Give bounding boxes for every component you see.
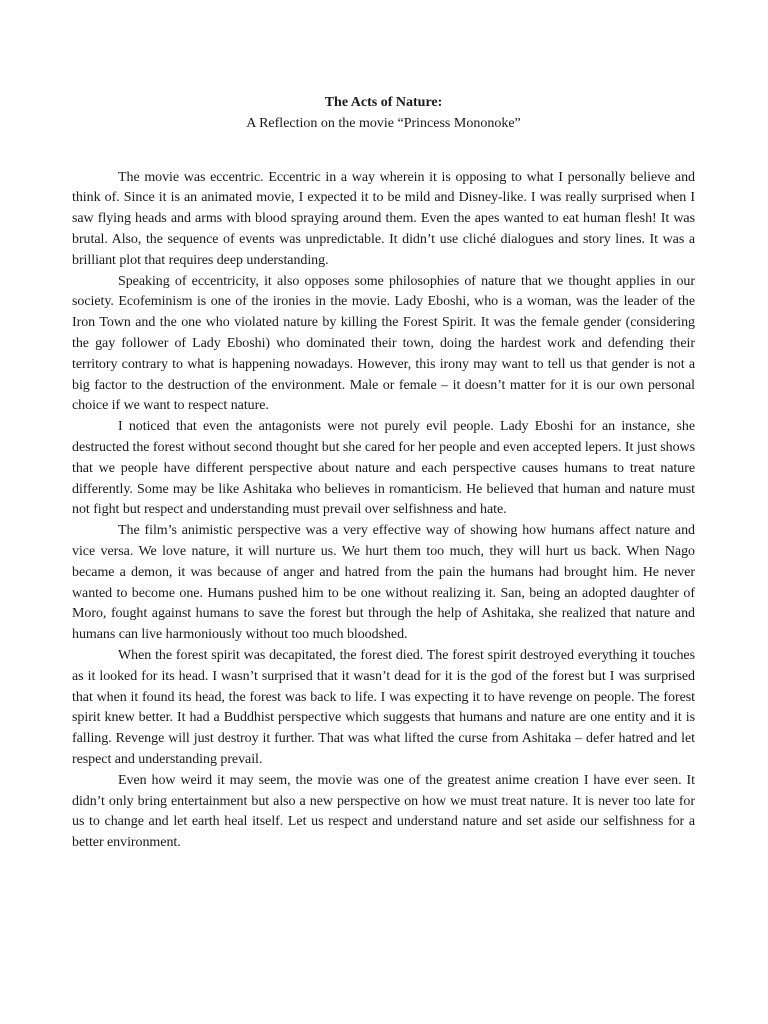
document-subtitle: A Reflection on the movie “Princess Mononoke” [246, 115, 521, 131]
paragraph-1: The movie was eccentric. Eccentric in a way wherein it is opposing to what I personally believe and think of. Since it is an animated movie, I expected it to be mild and Disney-like. I was really surprised when I saw flying heads and arms with blood spraying around them. Even the apes wanted to eat human flesh! It was brutal. Also, the sequence of events was unpredictable. It didn’t use cliché dialogues and story lines. It was a brilliant plot that requires deep understanding. [72, 169, 695, 268]
paragraph-5: When the forest spirit was decapitated, the forest died. The forest spirit destroyed everything it touches as it looked for its head. I wasn’t surprised that it wasn’t dead for it is the god of the forest but I was surprised that when it found its head, the forest was back to life. I was expecting it to have revenge on people. The forest spirit knew better. It had a Buddhist perspective which suggests that humans and nature are one entity and it is falling. Revenge will just destroy it further. That was what lifted the curse from Ashitaka – defer hatred and let respect and understanding prevail. [72, 647, 695, 767]
paragraph-2: Speaking of eccentricity, it also opposes some philosophies of nature that we thought applies in our society. Ecofeminism is one of the ironies in the movie. Lady Eboshi, who is a woman, was the leader of the Iron Town and the one who violated nature by killing the Forest Spirit. It was the female gender (considering the gay follower of Lady Eboshi) who dominated their town, doing the hardest work and defending their territory contrary to what is happening nowadays. However, this irony may want to tell us that gender is not a big factor to the destruction of the environment. Male or female – it doesn’t matter for it is our own personal choice if we want to respect nature. [72, 273, 695, 414]
document-title: The Acts of Nature: [324, 95, 443, 110]
paragraph-4: The film’s animistic perspective was a very effective way of showing how humans affect nature and vice versa. We love nature, it will nurture us. We hurt them too much, they will hurt us back. When Nago became a demon, it was because of anger and hatred from the pain the humans had brought him. He never wanted to become one. Humans pushed him to be one without realizing it. San, being an adopted daughter of Moro, fought against humans to save the forest but through the help of Ashitaka, she realized that nature and humans can live harmoniously without too much bloodshed. [72, 523, 695, 643]
paragraph-3: I noticed that even the antagonists were not purely evil people. Lady Eboshi for an instance, she destructed the forest without second thought but she cared for her people and even accepted lepers. It just shows that we people have different perspective about nature and each perspective causes humans to treat nature differently. Some may be like Ashitaka who believes in romanticism. He believed that human and nature must not fight but respect and understanding must prevail over selfishness and hate. [72, 419, 695, 518]
document-body [72, 93, 695, 854]
paragraph-6: Even how weird it may seem, the movie was one of the greatest anime creation I have ever seen. It didn’t only bring entertainment but also a new perspective on how we must treat nature. It is never too late for us to change and let earth heal itself. Let us respect and understand nature and set aside our selfishness for a better environment. [72, 772, 695, 851]
